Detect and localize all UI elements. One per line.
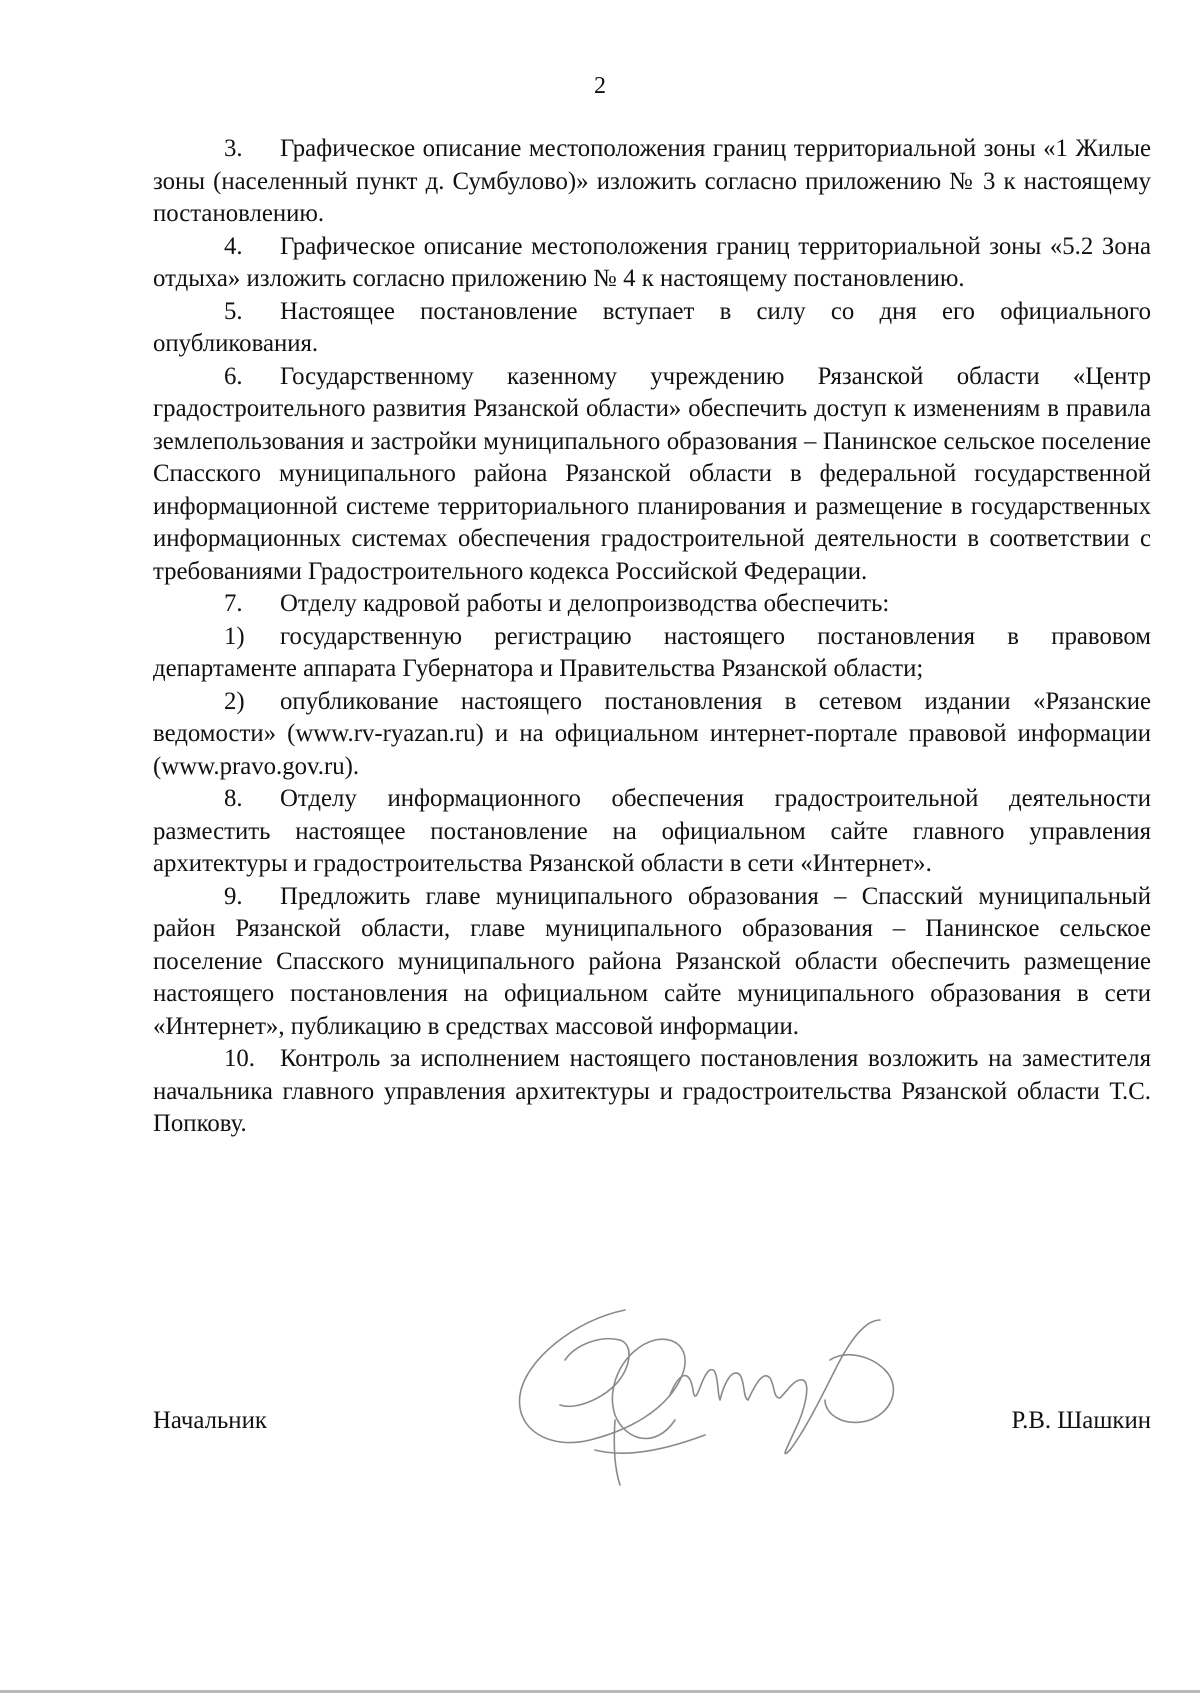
paragraph-number: 10. [224, 1045, 255, 1072]
paragraph-text: Графическое описание местоположения границ территориальной зоны «5.2 Зона отдыха» изложить согласно приложению № 4 к настоящему постановлению. [153, 232, 1151, 292]
paragraph-number: 8. [224, 785, 243, 812]
paragraph-text: Контроль за исполнением настоящего постановления возложить на заместителя начальника главного управления архитектуры и градостроительства Рязанской области Т.С. Попкову. [153, 1045, 1151, 1137]
paragraph-number: 5. [224, 297, 243, 325]
paragraph-9 [153, 881, 1151, 1044]
paragraph-text: Настоящее постановление вступает в силу со дня его официального опубликования. [153, 297, 1151, 357]
paragraph-number: 4. [224, 232, 243, 260]
paragraph-text: государственную регистрацию настоящего постановления в правовом департаменте аппарата Губернатора и Правительства Рязанской области; [153, 622, 1151, 682]
paragraph-text: Графическое описание местоположения границ территориальной зоны «1 Жилые зоны (населенный пункт д. Сумбулово)» изложить согласно приложению № 3 к настоящему постановлению. [153, 135, 1151, 227]
subparagraph-7-2 [153, 686, 1151, 784]
handwritten-signature [505, 1300, 935, 1490]
paragraph-number: 1) [224, 622, 245, 650]
paragraph-3 [153, 133, 1151, 231]
signature-block [153, 1404, 1151, 1438]
page-number: 2 [594, 73, 606, 99]
paragraph-text: Отделу кадровой работы и делопроизводства обеспечить: [280, 590, 890, 617]
subparagraph-7-1 [153, 621, 1151, 686]
paragraph-number: 2) [224, 687, 245, 715]
paragraph-number: 7. [224, 590, 243, 617]
paragraph-7 [153, 588, 1151, 621]
paragraph-4 [153, 231, 1151, 296]
paragraph-number: 3. [224, 135, 243, 162]
paragraph-number: 9. [224, 882, 243, 910]
paragraph-text: Отделу информационного обеспечения градостроительной деятельности разместить настоящее постановление на официальном сайте главного управления архитектуры и градостроительства Рязанской области в сети «Интернет». [153, 785, 1151, 877]
paragraph-text: Государственному казенному учреждению Рязанской области «Центр градостроительного развития Рязанской области» обеспечить доступ к изменениям в правила землепользования и застройки муниципального образования – Панинское сельское поселение Спасского муниципального района Рязанской области в федеральной государственной информационной системе территориального планирования и размещение в государственных информационных системах обеспечения градостроительной деятельности в соответствии с требованиями Градостроительного кодекса Российской Федерации. [153, 362, 1151, 585]
paragraph-number: 6. [224, 362, 243, 390]
paragraph-6 [153, 361, 1151, 589]
signatory-position: Начальник [153, 1407, 267, 1434]
paragraph-text: опубликование настоящего постановления в сетевом издании «Рязанские ведомости» (www.rv-ryazan.ru) и на официальном интернет-портале правовой информации (www.pravo.gov.ru). [153, 687, 1151, 780]
paragraph-5 [153, 296, 1151, 361]
paragraph-8 [153, 783, 1151, 881]
page-bottom-edge [0, 1690, 1200, 1693]
document-body [153, 133, 1151, 1141]
signatory-name: Р.В. Шашкин [1011, 1407, 1151, 1434]
paragraph-text: Предложить главе муниципального образования – Спасский муниципальный район Рязанской области, главе муниципального образования – Панинское сельское поселение Спасского муниципального района Рязанской области обеспечить размещение настоящего постановления на официальном сайте муниципального образования в сети «Интернет», публикацию в средствах массовой информации. [153, 882, 1151, 1040]
paragraph-10 [153, 1043, 1151, 1141]
